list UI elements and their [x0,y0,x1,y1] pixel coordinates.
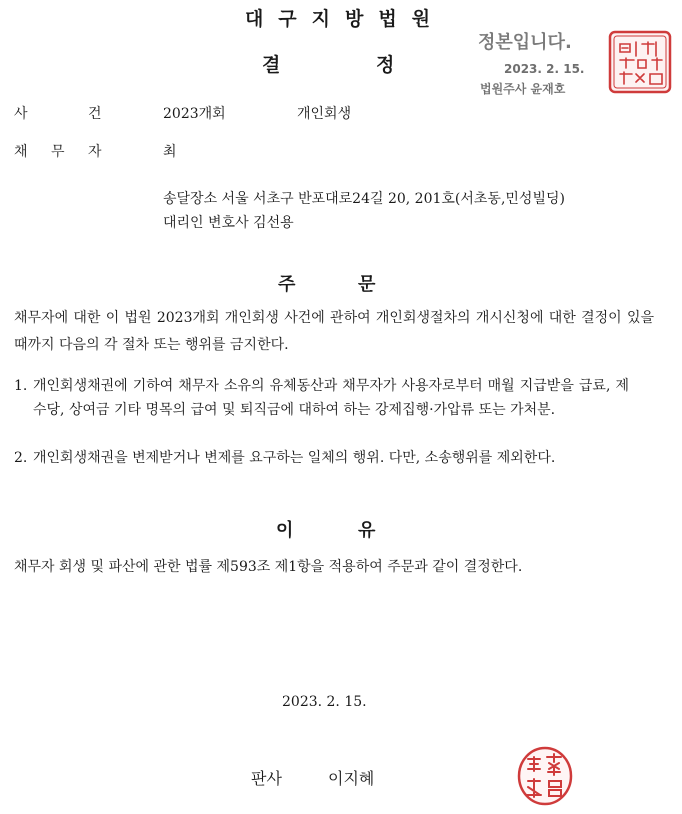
order-item-text: 개인회생채권에 기하여 채무자 소유의 유체동산과 채무자가 사용자로부터 매월 지급받을 급료, 제수당, 상여금 기타 명목의 급여 및 퇴직금에 대하여 하는 강제집행·가압류 또는 가처분. [33,378,629,418]
title-char-1: 결 [262,54,281,76]
certified-copy-label: 정본입니다. [478,32,572,53]
judge-title: 판사 [251,769,282,788]
order-item-2 [14,446,629,470]
decision-date: 2023. 2. 15. [282,694,367,710]
service-address: 송달장소 서울 서초구 반포대로24길 20, 201호(서초동,민성빌딩) [163,191,565,207]
order-item-1 [14,374,629,422]
case-number: 2023개회 [163,106,226,122]
round-seal-graphic [516,745,574,807]
reason-text: 채무자 회생 및 파산에 관한 법률 제593조 제1항을 적용하여 주문과 같이 결정한다. [14,559,523,575]
judge-name: 이지혜 [328,769,375,788]
certified-copy-clerk: 법원주사 윤재호 [480,82,566,96]
certified-copy-date: 2023. 2. 15. [504,62,585,76]
order-item-number: 1. [14,378,28,394]
legal-agent: 대리인 변호사 김선용 [163,215,294,231]
order-intro: 채무자에 대한 이 법원 2023개회 개인회생 사건에 관하여 개인회생절차의 개시신청에 대한 결정이 있을 때까지 다음의 각 절차 또는 행위를 금지한다. [14,310,654,353]
title-char-2: 정 [376,54,395,76]
court-clerk-seal [608,30,672,94]
debtor-name: 최 [163,144,177,160]
order-item-number: 2. [14,450,28,466]
square-seal-graphic [608,30,672,94]
order-item-text: 개인회생채권을 변제받거나 변제를 요구하는 일체의 행위. 다만, 소송행위를 제외한다. [33,450,556,466]
judge-seal [516,745,574,807]
court-name: 대구지방법원 [244,8,446,30]
case-name: 개인회생 [297,106,352,122]
